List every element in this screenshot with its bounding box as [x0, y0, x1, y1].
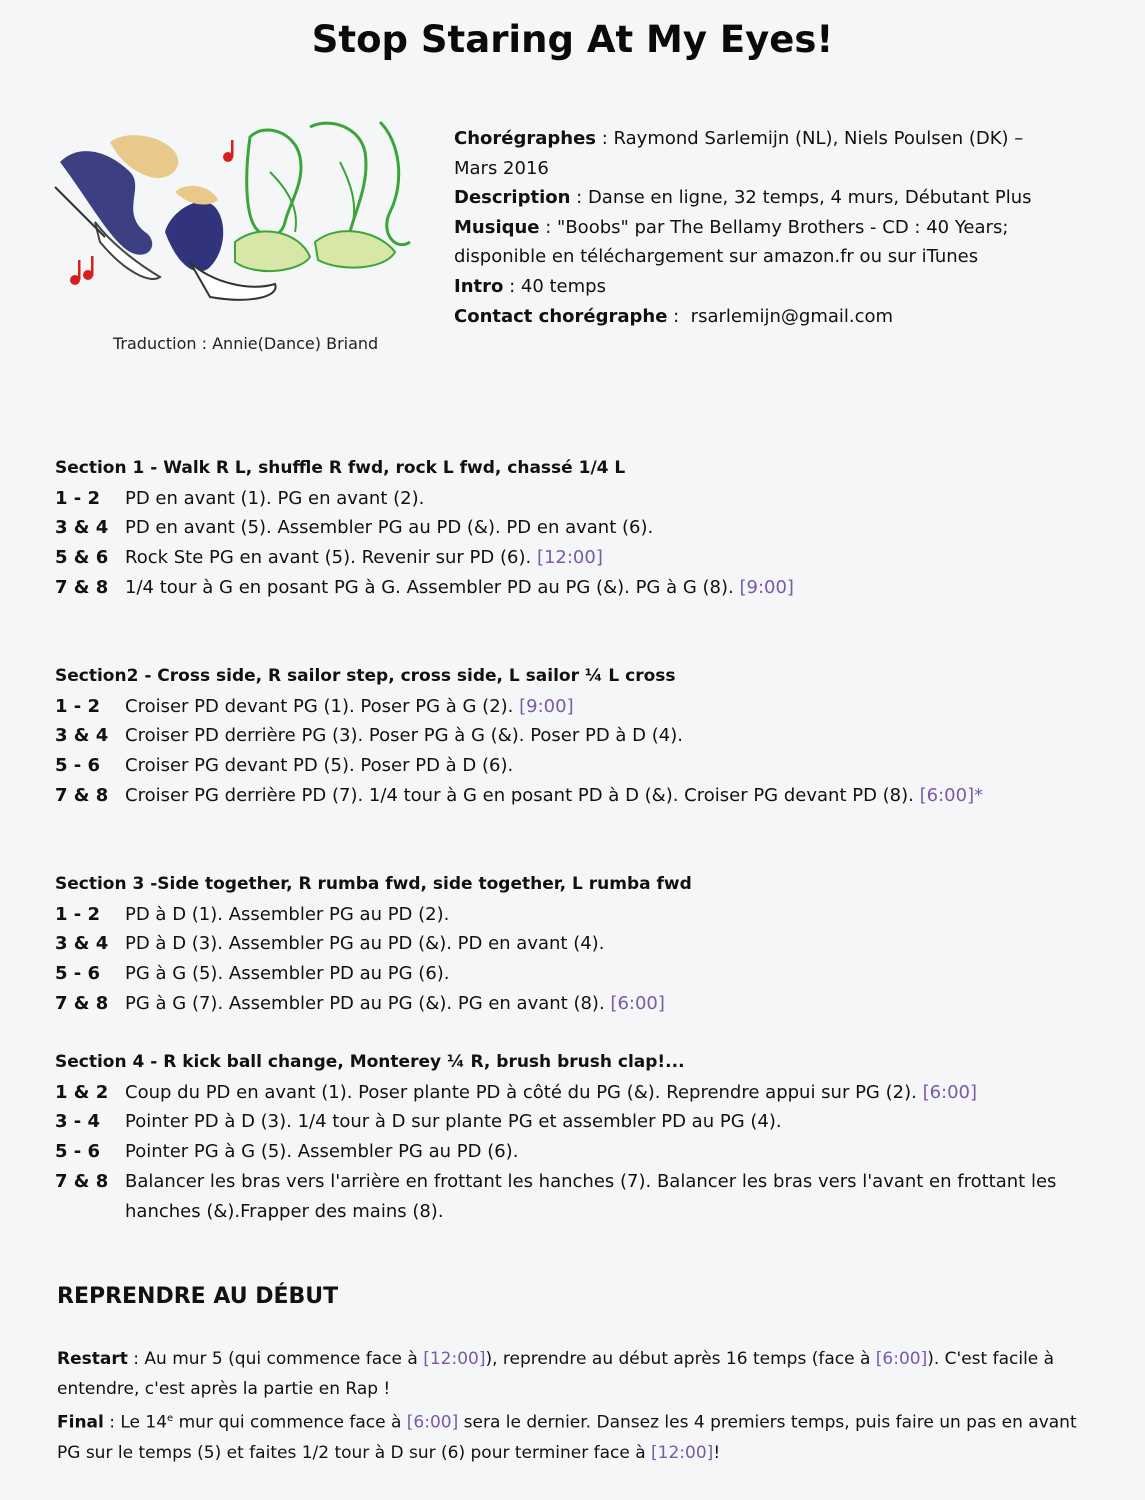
step-row: 3 & 4 PD en avant (5). Assembler PG au PD (&). PD en avant (6).: [55, 517, 654, 539]
section-title: Section2 - Cross side, R sailor step, cross side, L sailor ¼ L cross: [55, 666, 676, 686]
choreographers-line: Chorégraphes : Raymond Sarlemijn (NL), Niels Poulsen (DK) – Mars 2016: [454, 128, 1024, 179]
step-row: 7 & 8 PG à G (7). Assembler PD au PG (&). PG en avant (8). [6:00]: [55, 992, 665, 1014]
music-line: Musique : "Boobs" par The Bellamy Brothers - CD : 40 Years; disponible en téléchargement sur amazon.fr ou sur iTunes: [454, 216, 1009, 268]
step-row: 5 - 6 PG à G (5). Assembler PD au PG (6).: [55, 963, 450, 985]
section-title: Section 3 -Side together, R rumba fwd, side together, L rumba fwd: [55, 874, 692, 894]
final-note: Final : Le 14e mur qui commence face à [6:00] sera le dernier. Dansez les 4 premiers temps, puis faire un pas en avant PG sur le temps (5) et faites 1/2 tour à D sur (6) pour terminer face à [12:00]!: [57, 1413, 1077, 1463]
section-2: [55, 662, 1115, 811]
restart-heading: REPRENDRE AU DÉBUT: [57, 1284, 339, 1309]
section-title: Section 4 - R kick ball change, Monterey ¼ R, brush brush clap!...: [55, 1052, 685, 1072]
notes: [57, 1345, 1077, 1468]
step-row: 1 - 2 Croiser PD devant PG (1). Poser PG à G (2). [9:00]: [55, 695, 574, 717]
step-row: 1 - 2 PD à D (1). Assembler PG au PD (2).: [55, 903, 450, 925]
step-row: 7 & 8 1/4 tour à G en posant PG à G. Assembler PD au PG (&). PG à G (8). [9:00]: [55, 576, 794, 598]
dancers-illustration: [50, 112, 425, 317]
intro-line: Intro : 40 temps: [454, 275, 606, 297]
description-line: Description : Danse en ligne, 32 temps, 4 murs, Débutant Plus: [454, 187, 1032, 209]
step-row: 3 & 4 Croiser PD derrière PG (3). Poser PG à G (&). Poser PD à D (4).: [55, 725, 683, 747]
step-row: 5 - 6 Pointer PG à G (5). Assembler PG au PD (6).: [55, 1141, 519, 1163]
step-row: 7 & 8 Croiser PG derrière PD (7). 1/4 tour à G en posant PD à D (&). Croiser PG devant PD (8). [6:00]*: [55, 784, 984, 806]
section-4: [55, 1048, 1115, 1226]
section-3: [55, 870, 1115, 1019]
contact-line: Contact chorégraphe : rsarlemijn@gmail.com: [454, 305, 894, 327]
section-1: [55, 454, 1115, 603]
page-title: Stop Staring At My Eyes!: [311, 18, 834, 61]
step-row: 1 & 2 Coup du PD en avant (1). Poser plante PD à côté du PG (&). Reprendre appui sur PG (2). [6:00]: [55, 1081, 978, 1103]
step-row: 5 & 6 Rock Ste PG en avant (5). Revenir sur PD (6). [12:00]: [55, 547, 603, 569]
translation-credit: Traduction : Annie(Dance) Briand: [113, 334, 379, 353]
step-row: 1 - 2 PD en avant (1). PG en avant (2).: [55, 487, 425, 509]
step-row: 5 - 6 Croiser PG devant PD (5). Poser PD à D (6).: [55, 755, 514, 777]
restart-note: Restart : Au mur 5 (qui commence face à [12:00]), reprendre au début après 16 temps (face à [6:00]). C'est facile à entendre, c'est après la partie en Rap !: [57, 1349, 1055, 1399]
dance-info: [454, 124, 1054, 331]
step-row: 3 - 4 Pointer PD à D (3). 1/4 tour à D sur plante PG et assembler PD au PG (4).: [55, 1111, 782, 1133]
section-title: Section 1 - Walk R L, shuffle R fwd, rock L fwd, chassé 1/4 L: [55, 458, 626, 478]
step-row: 3 & 4 PD à D (3). Assembler PG au PD (&). PD en avant (4).: [55, 933, 605, 955]
step-row: 7 & 8 Balancer les bras vers l'arrière en frottant les hanches (7). Balancer les bras vers l'avant en frottant les hanches (&).Frapper des mains (8).: [55, 1170, 1057, 1222]
